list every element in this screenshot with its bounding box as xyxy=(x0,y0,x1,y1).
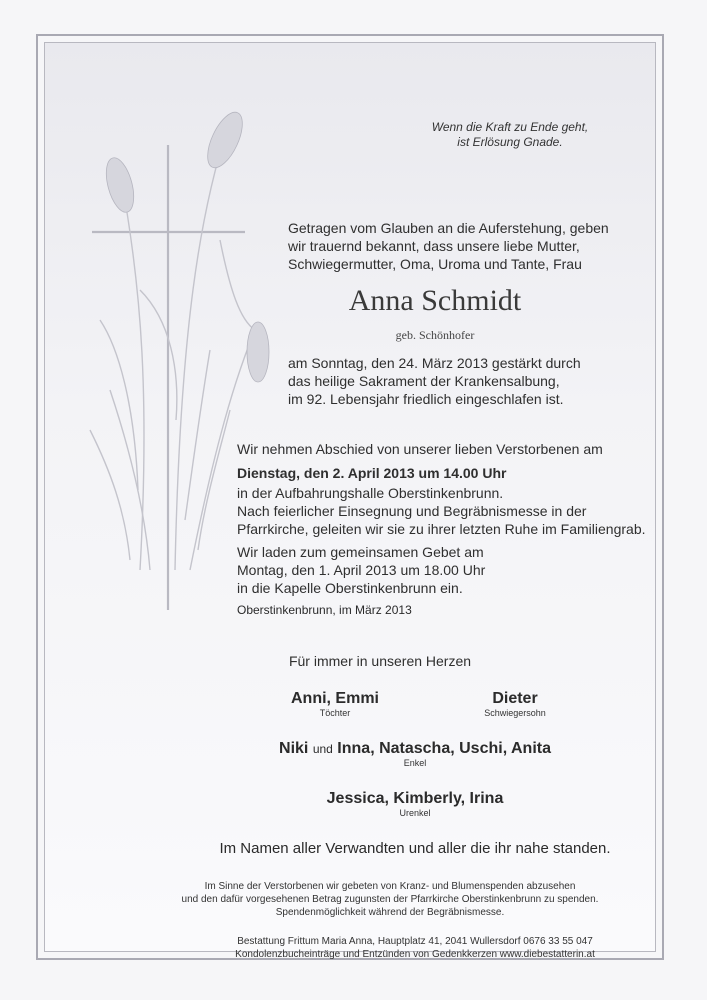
farewell-intro: Wir nehmen Abschied von unserer lieben Verstorbenen am xyxy=(237,441,603,457)
funeral-details: in der Aufbahrungshalle Oberstinkenbrunn. Nach feierlicher Einsegnung und Begräbnismesse in der Pfarrkirche, geleiten wir sie zu ihrer letzten Ruhe im Familiengrab. xyxy=(237,485,646,537)
place-date: Oberstinkenbrunn, im März 2013 xyxy=(237,603,412,617)
prayer-text: Wir laden zum gemeinsamen Gebet am Montag, den 1. April 2013 um 18.00 Uhr in die Kapelle Oberstinkenbrunn ein. xyxy=(237,544,486,596)
undertaker-info: Bestattung Frittum Maria Anna, Hauptplatz 41, 2041 Wullersdorf 0676 33 55 047 Kondolenzbucheinträge und Entzünden von Gedenkkerzen www.diebestatterin.at xyxy=(235,936,595,960)
cross-with-wheat-icon xyxy=(80,90,280,620)
intro-text: Getragen vom Glauben an die Auferstehung, geben wir trauernd bekannt, dass unsere liebe Mutter, Schwiegermutter, Oma, Uroma und Tante, Frau xyxy=(288,220,609,272)
birth-name: geb. Schönhofer xyxy=(395,328,475,342)
family-great-grandchildren: Jessica, Kimberly, Irina Urenkel xyxy=(326,790,504,818)
funeral-date: Dienstag, den 2. April 2013 um 14.00 Uhr xyxy=(237,465,507,481)
family-daughters: Anni, Emmi Töchter xyxy=(290,690,379,718)
forever-text: Für immer in unseren Herzen xyxy=(288,653,472,669)
family-son-in-law: Dieter Schwiegersohn xyxy=(484,690,546,718)
death-text: am Sonntag, den 24. März 2013 gestärkt durch das heilige Sakrament der Krankensalbung, im 92. Lebensjahr friedlich eingeschlafen ist. xyxy=(288,355,581,407)
deceased-name: Anna Schmidt xyxy=(348,284,522,317)
relatives-text: Im Namen aller Verwandten und aller die ihr nahe standen. xyxy=(219,840,611,857)
family-grandchildren: Niki und Inna, Natascha, Uschi, Anita Enkel xyxy=(279,740,551,768)
motto: Wenn die Kraft zu Ende geht, ist Erlösung Gnade. xyxy=(431,120,589,149)
donation-note: Im Sinne der Verstorbenen wir gebeten von Kranz- und Blumenspenden abzusehen und den dafür vorgesehenen Betrag zugunsten der Pfarrkirche Oberstinkenbrunn zu spenden. Spendenmöglichkeit während der Begräbnismesse. xyxy=(181,881,599,918)
